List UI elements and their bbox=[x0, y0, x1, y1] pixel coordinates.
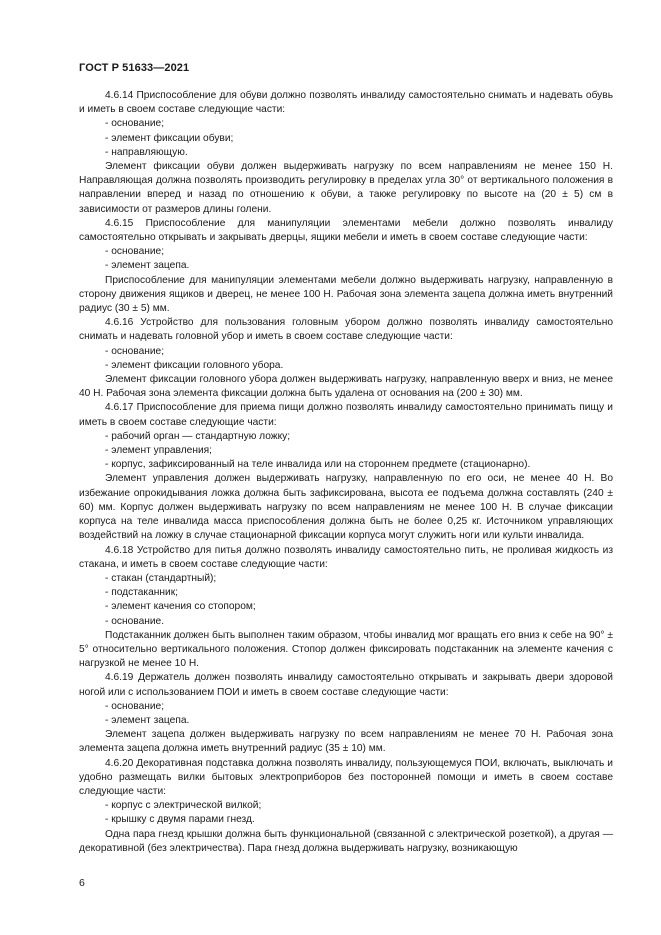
list-item: - основание; bbox=[105, 700, 165, 712]
list-item: - крышку с двумя парами гнезд. bbox=[105, 814, 255, 826]
list-item: - элемент зацепа. bbox=[105, 714, 190, 726]
list-item: - элемент фиксации обуви; bbox=[105, 132, 234, 144]
list-item: - подстаканник; bbox=[105, 587, 179, 599]
document-header: ГОСТ Р 51633—2021 bbox=[79, 62, 190, 74]
page-number: 6 bbox=[79, 877, 85, 889]
list-item: - корпус с электрической вилкой; bbox=[105, 800, 262, 812]
paragraph: 4.6.16 Устройство для пользования головным убором должно позволять инвалиду самостоятельно снимать и надевать головной убор и иметь в своем составе следующие части: bbox=[79, 317, 613, 343]
paragraph: Одна пара гнезд крышки должна быть функциональной (связанной с электрической розеткой), а другая — декоративной (без электричества). Пара гнезд должна выдерживать нагрузку, возникающую bbox=[79, 828, 613, 854]
list-item: - корпус, зафиксированный на теле инвалида или на стороннем предмете (стационарно). bbox=[105, 459, 531, 471]
paragraph: 4.6.17 Приспособление для приема пищи должно позволять инвалиду самостоятельно принимать пищу и иметь в своем составе следующие части: bbox=[79, 402, 613, 428]
paragraph: Приспособление для манипуляции элементами мебели должно выдерживать нагрузку, направленную в сторону движения ящиков и дверец, не менее 100 Н. Рабочая зона элемента зацепа должна иметь внутренний радиус (30 ± 5) мм. bbox=[79, 274, 613, 315]
paragraph: Элемент зацепа должен выдерживать нагрузку по всем направлениям не менее 70 Н. Рабочая зона элемента зацепа должна иметь внутренний радиус (35 ± 10) мм. bbox=[79, 729, 613, 755]
paragraph: 4.6.18 Устройство для питья должно позволять инвалиду самостоятельно пить, не проливая жидкость из стакана, и иметь в своем составе следующие части: bbox=[79, 544, 613, 570]
paragraph: 4.6.14 Приспособление для обуви должно позволять инвалиду самостоятельно снимать и надевать обувь и иметь в своем составе следующие части: bbox=[79, 90, 613, 116]
list-item: - элемент фиксации головного убора. bbox=[105, 359, 284, 371]
list-item: - рабочий орган — стандартную ложку; bbox=[105, 430, 291, 442]
list-item: - стакан (стандартный); bbox=[105, 572, 217, 584]
list-item: - направляющую. bbox=[105, 146, 188, 158]
paragraph: Элемент управления должен выдерживать нагрузку, направленную по его оси, не менее 40 Н. Во избежание опрокидывания ложка должна быть зафиксирована, высота ее подъема должна составлять (240 ± 60) мм. Корпус должен выдерживать нагрузку по всем направлениям не менее 100 Н. В случае фиксации корпуса на теле инвалида масса приспособления должна быть не более 0,25 кг. Источником управляющих воздействий на ложку в случае стационарной фиксации корпуса могут служить ноги или культи инвалида. bbox=[79, 473, 613, 542]
paragraph: 4.6.15 Приспособление для манипуляции элементами мебели должно позволять инвалиду самостоятельно открывать и закрывать дверцы, ящики мебели и иметь в своем составе следующие части: bbox=[79, 217, 613, 244]
list-item: - основание; bbox=[105, 246, 165, 258]
paragraph: 4.6.19 Держатель должен позволять инвалиду самостоятельно открывать и закрывать двери здоровой ногой или с использованием ПОИ и иметь в своем составе следующие части: bbox=[79, 672, 613, 698]
list-item: - элемент качения со стопором; bbox=[105, 601, 256, 613]
paragraph: Подстаканник должен быть выполнен таким образом, чтобы инвалид мог вращать его вниз к себе на 90° ± 5° относительно вертикального положения. Стопор должен фиксировать подстаканник на элементе качения с нагрузкой не менее 10 Н. bbox=[79, 629, 613, 670]
paragraph: 4.6.20 Декоративная подставка должна позволять инвалиду, пользующемуся ПОИ, включать, выключать и удобно размещать вилки бытовых электроприборов без посторонней помощи и иметь в своем составе следующие части: bbox=[79, 757, 613, 797]
paragraph: Элемент фиксации обуви должен выдерживать нагрузку по всем направлениям не менее 150 Н. Направляющая должна позволять производить регулировку в пределах угла 30° от вертикального положения в направлении вперед и назад по отношению к обуви, а также регулировку по высоте на (20 ± 5) см в зависимости от размеров длины голени. bbox=[79, 161, 613, 215]
list-item: - элемент управления; bbox=[105, 445, 212, 457]
list-item: - элемент зацепа. bbox=[105, 260, 190, 272]
list-item: - основание. bbox=[105, 615, 165, 627]
list-item: - основание; bbox=[105, 345, 165, 357]
paragraph: Элемент фиксации головного убора должен выдерживать нагрузку, направленную вверх и вниз, не менее 40 Н. Рабочая зона элемента фиксации должна быть удалена от основания на (200 ± 30) мм. bbox=[79, 374, 613, 400]
document-body bbox=[79, 89, 613, 856]
list-item: - основание; bbox=[105, 118, 165, 130]
